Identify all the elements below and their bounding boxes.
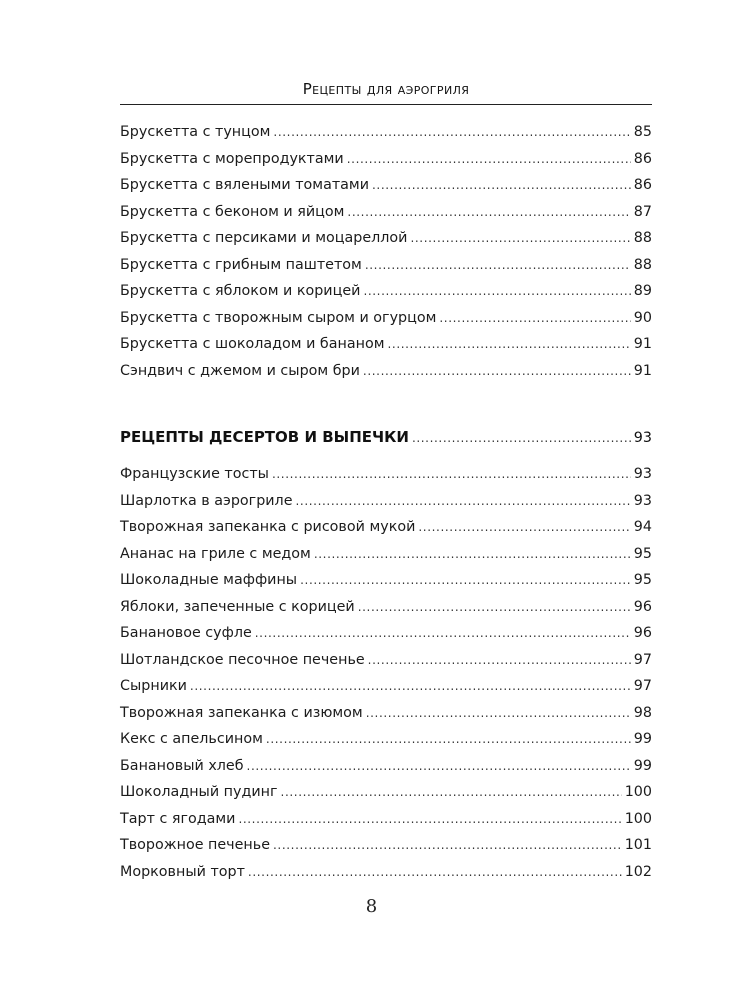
toc-entry bbox=[120, 625, 652, 652]
toc-entry-title: Брускетта с беконом и яйцом bbox=[120, 203, 345, 220]
dot-leader bbox=[272, 467, 631, 481]
dot-leader bbox=[410, 231, 630, 245]
toc-entry-title: Брускетта с творожным сыром и огурцом bbox=[120, 309, 437, 326]
dot-leader bbox=[281, 785, 622, 799]
toc-entry-title: Брускетта с вялеными томатами bbox=[120, 177, 370, 193]
toc-entry bbox=[120, 230, 652, 257]
toc-entry-title: Брускетта с тунцом bbox=[120, 124, 271, 140]
dot-leader bbox=[412, 431, 631, 445]
toc-entry-page: 101 bbox=[624, 837, 652, 853]
dot-leader bbox=[387, 337, 630, 351]
toc-entry-page: 96 bbox=[633, 625, 652, 641]
dot-leader bbox=[248, 865, 622, 879]
toc-entry-title: Французские тосты bbox=[120, 466, 269, 482]
dot-leader bbox=[255, 626, 631, 640]
toc-entry-page: 86 bbox=[633, 177, 652, 193]
toc-section-heading bbox=[120, 428, 652, 446]
toc-entry-page: 93 bbox=[633, 492, 652, 509]
toc-entry bbox=[120, 837, 652, 864]
toc-entry-title: Брускетта с персиками и моцареллой bbox=[120, 230, 408, 246]
dot-leader bbox=[314, 547, 631, 561]
dot-leader bbox=[266, 732, 631, 746]
toc-entry-title: Ананас на гриле с медом bbox=[120, 545, 311, 562]
toc-entry bbox=[120, 811, 652, 838]
toc-entry-page: 88 bbox=[633, 230, 652, 246]
toc-entry bbox=[120, 204, 652, 231]
toc-entry-page: 95 bbox=[633, 545, 652, 562]
dot-leader bbox=[368, 653, 631, 667]
dot-leader bbox=[296, 494, 631, 508]
dot-leader bbox=[366, 706, 631, 720]
dot-leader bbox=[238, 812, 621, 826]
toc-entry-page: 88 bbox=[633, 256, 652, 273]
toc-entry-title: Банановое суфле bbox=[120, 625, 252, 641]
toc-entry-page: 85 bbox=[633, 124, 652, 140]
dot-leader bbox=[363, 284, 630, 298]
section-page: 93 bbox=[633, 430, 652, 446]
toc-entry-page: 100 bbox=[624, 810, 652, 827]
toc-entry bbox=[120, 466, 652, 493]
toc-entry-title: Шотландское песочное печенье bbox=[120, 651, 365, 668]
dot-leader bbox=[347, 205, 630, 219]
toc-entry bbox=[120, 864, 652, 891]
toc-entry-title: Сырники bbox=[120, 678, 187, 694]
toc-entry-page: 102 bbox=[624, 863, 652, 880]
dot-leader bbox=[418, 520, 630, 534]
dot-leader bbox=[190, 679, 631, 693]
toc-entry-page: 89 bbox=[633, 283, 652, 299]
toc-entry bbox=[120, 177, 652, 204]
toc-entry-page: 97 bbox=[633, 678, 652, 694]
toc-entry-title: Тарт с ягодами bbox=[120, 810, 236, 827]
dot-leader bbox=[372, 178, 631, 192]
toc-entry bbox=[120, 678, 652, 705]
toc-entry-title: Шоколадный пудинг bbox=[120, 784, 278, 800]
toc-entry bbox=[120, 493, 652, 520]
header-rule bbox=[120, 104, 652, 105]
toc-entry-title: Банановый хлеб bbox=[120, 757, 244, 774]
toc-entry bbox=[120, 546, 652, 573]
toc-entry-title: Брускетта с грибным паштетом bbox=[120, 256, 362, 273]
toc-entry-page: 91 bbox=[633, 362, 652, 379]
toc-entry-page: 94 bbox=[633, 519, 652, 535]
toc-entry-page: 99 bbox=[633, 731, 652, 747]
dot-leader bbox=[300, 573, 631, 587]
dot-leader bbox=[347, 152, 631, 166]
dot-leader bbox=[439, 311, 630, 325]
toc-entry-title: Кекс с апельсином bbox=[120, 731, 263, 747]
toc-entry bbox=[120, 124, 652, 151]
toc-entry-title: Творожная запеканка с рисовой мукой bbox=[120, 519, 416, 535]
dot-leader bbox=[363, 364, 631, 378]
toc-entry-title: Шарлотка в аэрогриле bbox=[120, 492, 293, 509]
toc-entry bbox=[120, 731, 652, 758]
toc-entry-page: 100 bbox=[624, 784, 652, 800]
toc-entry-page: 93 bbox=[633, 466, 652, 482]
toc-entry bbox=[120, 151, 652, 178]
toc-entry-title: Морковный торт bbox=[120, 863, 245, 880]
toc-entry-title: Творожное печенье bbox=[120, 837, 270, 853]
toc-entry bbox=[120, 758, 652, 785]
dot-leader bbox=[247, 759, 631, 773]
toc-entry bbox=[120, 599, 652, 626]
dot-leader bbox=[365, 258, 631, 272]
toc-entry-title: Сэндвич с джемом и сыром бри bbox=[120, 362, 360, 379]
toc-entry-page: 91 bbox=[633, 336, 652, 352]
toc-entry bbox=[120, 519, 652, 546]
toc-entry-page: 97 bbox=[633, 651, 652, 668]
toc-entry-title: Шоколадные маффины bbox=[120, 572, 298, 588]
toc-entry bbox=[120, 283, 652, 310]
toc-entry-page: 99 bbox=[633, 757, 652, 774]
toc-entry-page: 95 bbox=[633, 572, 652, 588]
toc-entry-title: Брускетта с шоколадом и бананом bbox=[120, 336, 385, 352]
toc-entry-page: 96 bbox=[633, 598, 652, 615]
dot-leader bbox=[273, 125, 630, 139]
toc-entry-page: 98 bbox=[633, 704, 652, 721]
dot-leader bbox=[273, 838, 622, 852]
toc-entry bbox=[120, 257, 652, 284]
toc-entry bbox=[120, 652, 652, 679]
toc-entry-title: Брускетта с яблоком и корицей bbox=[120, 283, 361, 299]
running-head: Рецепты для аэрогриля bbox=[302, 80, 470, 98]
toc-entry bbox=[120, 336, 652, 363]
toc-entry-page: 87 bbox=[633, 203, 652, 220]
toc-entry-title: Творожная запеканка с изюмом bbox=[120, 704, 363, 721]
dot-leader bbox=[358, 600, 631, 614]
toc-entry-title: Яблоки, запеченные с корицей bbox=[120, 598, 355, 615]
toc-entry-page: 86 bbox=[633, 150, 652, 167]
toc-entry-title: Брускетта с морепродуктами bbox=[120, 150, 344, 167]
toc-list-bruschetta bbox=[120, 124, 652, 389]
toc-entry bbox=[120, 572, 652, 599]
toc-entry bbox=[120, 363, 652, 390]
page-number: 8 bbox=[365, 896, 378, 917]
toc-entry bbox=[120, 705, 652, 732]
toc-entry-page: 90 bbox=[633, 309, 652, 326]
toc-entry bbox=[120, 784, 652, 811]
toc-entry bbox=[120, 310, 652, 337]
section-title: РЕЦЕПТЫ ДЕСЕРТОВ И ВЫПЕЧКИ bbox=[120, 428, 409, 446]
toc-list-desserts bbox=[120, 466, 652, 890]
